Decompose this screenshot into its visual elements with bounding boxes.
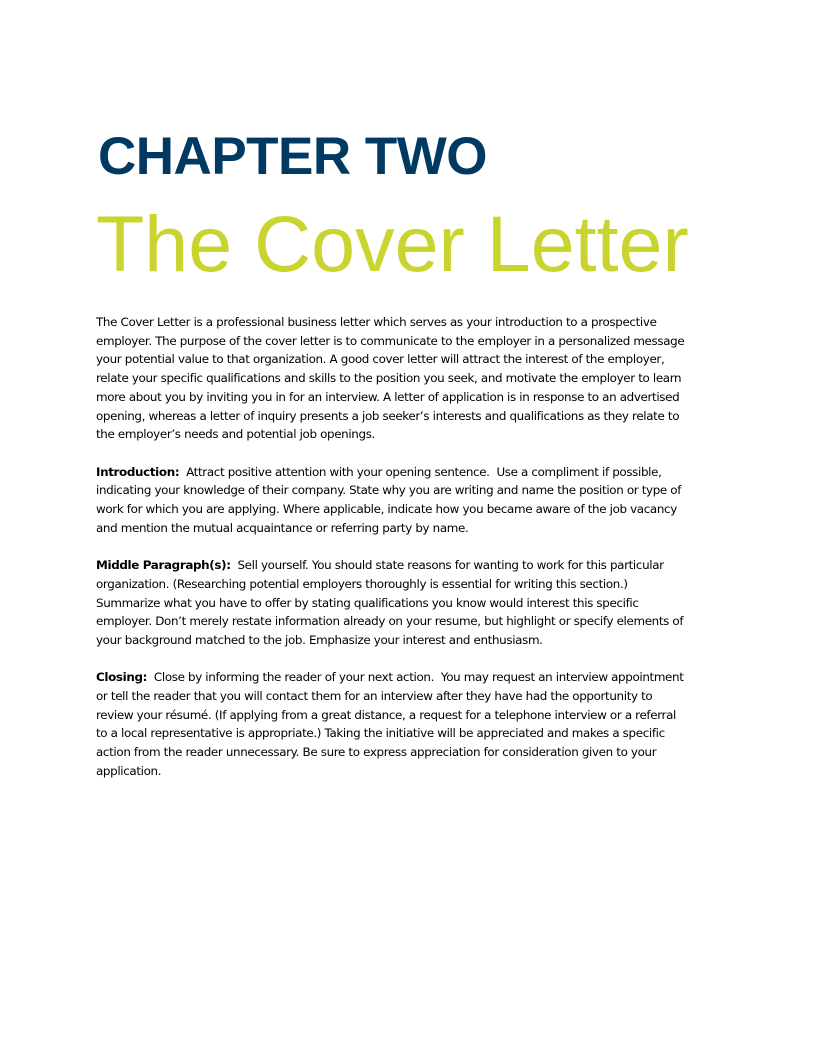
text-line: employer. The purpose of the cover letter is to communicate to the employer in a personalized message — [96, 333, 685, 348]
text-line: work for which you are applying. Where applicable, indicate how you became aware of the job vacancy — [96, 502, 677, 517]
text-line: review your résumé. (If applying from a great distance, a request for a telephone interview or a referral — [96, 707, 676, 722]
introduction-first-line: Attract positive attention with your opening sentence. Use a compliment if possible, — [179, 464, 662, 479]
chapter-title: The Cover Letter — [96, 199, 689, 288]
text-line: relate your specific qualifications and skills to the position you seek, and motivate the employer to learn — [96, 371, 682, 386]
text-line: action from the reader unnecessary. Be sure to express appreciation for consideration given to your — [96, 745, 657, 760]
text-line: your potential value to that organization. A good cover letter will attract the interest of the employer, — [96, 352, 665, 367]
text-line: Summarize what you have to offer by stating qualifications you know would interest this specific — [96, 595, 639, 610]
introduction-paragraph — [96, 463, 726, 538]
middle-first-line: Sell yourself. You should state reasons for wanting to work for this particular — [230, 558, 664, 573]
text-line: opening, whereas a letter of inquiry presents a job seeker’s interests and qualifications as they relate to — [96, 408, 680, 423]
closing-first-line: Close by informing the reader of your next action. You may request an interview appointment — [147, 670, 684, 685]
text-line: and mention the mutual acquaintance or referring party by name. — [96, 520, 469, 535]
text-line — [96, 556, 726, 575]
text-line: The Cover Letter is a professional business letter which serves as your introduction to a prospective — [96, 315, 657, 329]
closing-label: Closing: — [96, 670, 148, 685]
text-line: your background matched to the job. Emphasize your interest and enthusiasm. — [96, 632, 543, 647]
text-line — [96, 463, 726, 482]
text-line — [96, 668, 726, 687]
text-line: application. — [96, 763, 162, 778]
text-line: the employer’s needs and potential job openings. — [96, 427, 375, 442]
intro-paragraph — [96, 313, 726, 444]
text-line: organization. (Researching potential employers thoroughly is essential for writing this section.) — [96, 576, 628, 591]
body-text — [96, 313, 726, 781]
introduction-label: Introduction: — [96, 464, 180, 479]
text-line: to a local representative is appropriate.) Taking the initiative will be appreciated and makes a specific — [96, 726, 665, 741]
middle-paragraph — [96, 556, 726, 650]
text-line: employer. Don’t merely restate information already on your resume, but highlight or specify elements of — [96, 614, 684, 629]
text-line: indicating your knowledge of their company. State why you are writing and name the position or type of — [96, 483, 682, 498]
text-line: or tell the reader that you will contact them for an interview after they have had the opportunity to — [96, 689, 653, 704]
middle-label: Middle Paragraph(s): — [96, 558, 231, 573]
closing-paragraph — [96, 668, 726, 780]
chapter-heading: CHAPTER TWO — [98, 127, 488, 186]
text-line: more about you by inviting you in for an interview. A letter of application is in response to an advertised — [96, 389, 680, 404]
